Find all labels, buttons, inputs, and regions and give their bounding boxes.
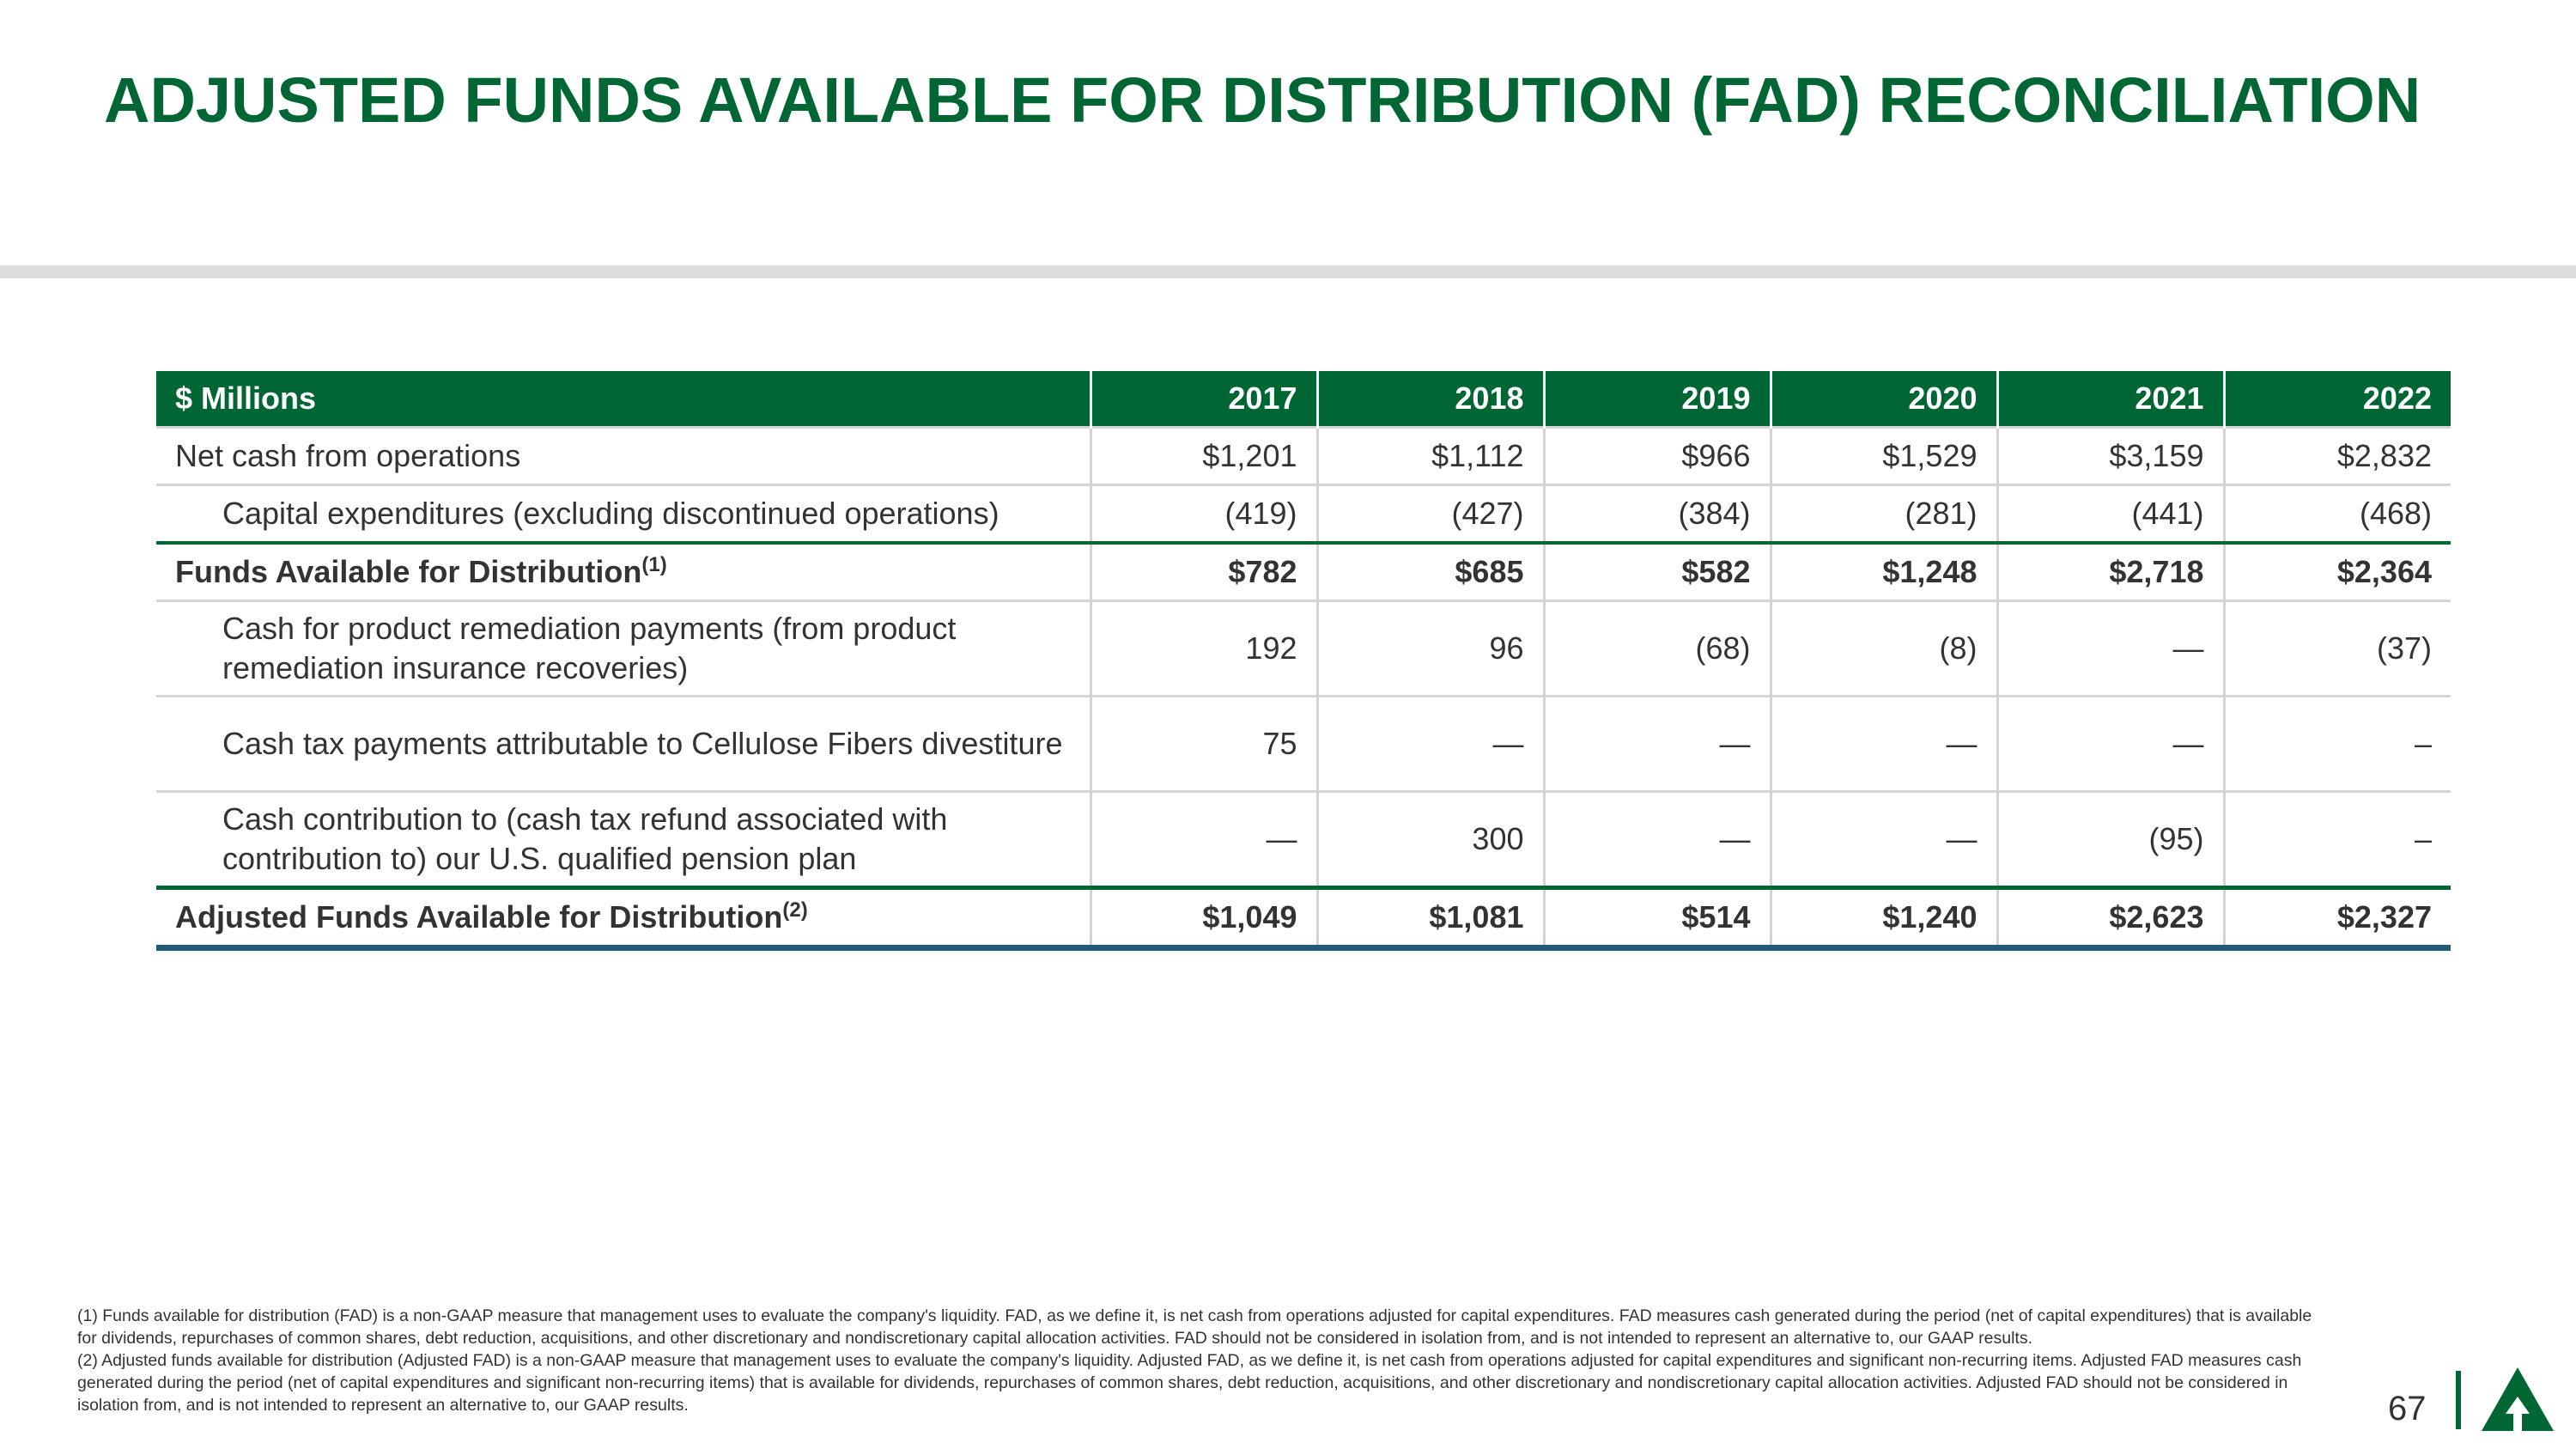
cell-value: (8) (1771, 601, 1997, 697)
reconciliation-table-container (156, 371, 2432, 951)
year-header: 2022 (2224, 371, 2451, 428)
year-header: 2017 (1091, 371, 1317, 428)
row-label (156, 888, 1091, 948)
footnotes (77, 1305, 2327, 1416)
year-header: 2021 (1997, 371, 2224, 428)
table-row-remediation (156, 601, 2451, 697)
cell-value: $1,248 (1771, 543, 1997, 601)
cell-value: $1,049 (1091, 888, 1317, 948)
cell-value: $1,081 (1317, 888, 1544, 948)
cell-value: — (1771, 792, 1997, 888)
row-label: Net cash from operations (156, 428, 1091, 485)
year-header: 2019 (1544, 371, 1771, 428)
table-row-fad (156, 543, 2451, 601)
row-label: Capital expenditures (excluding discontinued operations) (156, 485, 1091, 544)
cell-value: — (1317, 697, 1544, 792)
unit-header: $ Millions (156, 371, 1091, 428)
row-label (156, 543, 1091, 601)
tree-triangle-logo-icon (2480, 1366, 2555, 1433)
cell-value: $2,327 (2224, 888, 2451, 948)
cell-value: 192 (1091, 601, 1317, 697)
cell-value: $966 (1544, 428, 1771, 485)
table-row-pension (156, 792, 2451, 888)
table-header-row (156, 371, 2451, 428)
cell-value: (68) (1544, 601, 1771, 697)
table-row-capex (156, 485, 2451, 544)
row-label-text: Adjusted Funds Available for Distribution (175, 899, 783, 935)
cell-value: $1,201 (1091, 428, 1317, 485)
cell-value: — (1771, 697, 1997, 792)
row-label-text: Funds Available for Distribution (175, 554, 642, 589)
cell-value: (468) (2224, 485, 2451, 544)
footnote-2: (2) Adjusted funds available for distribution (Adjusted FAD) is a non-GAAP measure that management uses to evaluate the company's liquidity. Adjusted FAD, as we define it, is net cash from operations adjusted for capital expenditures and significant non-recurring items. Adjusted FAD measures cash generated during the period (net of capital expenditures and significant non-recurring items) that is available for dividends, repurchases of common shares, debt reduction, acquisitions, and other discretionary and nondiscretionary capital allocation activities. Adjusted FAD should not be considered in isolation from, and is not intended to represent an alternative to, our GAAP results. (77, 1351, 2302, 1415)
cell-value: 300 (1317, 792, 1544, 888)
row-label: Cash tax payments attributable to Cellulose Fibers divestiture (156, 697, 1091, 792)
cell-value: (419) (1091, 485, 1317, 544)
cell-value: $1,529 (1771, 428, 1997, 485)
cell-value: (441) (1997, 485, 2224, 544)
cell-value: — (1997, 697, 2224, 792)
cell-value: (281) (1771, 485, 1997, 544)
page-title: ADJUSTED FUNDS AVAILABLE FOR DISTRIBUTION (FAD) RECONCILIATION (104, 64, 2421, 136)
reconciliation-table (156, 371, 2451, 951)
cell-value: 96 (1317, 601, 1544, 697)
cell-value: $2,832 (2224, 428, 2451, 485)
cell-value: $782 (1091, 543, 1317, 601)
cell-value: (95) (1997, 792, 2224, 888)
cell-value: — (1997, 601, 2224, 697)
cell-value: – (2224, 792, 2451, 888)
cell-value: – (2224, 697, 2451, 792)
table-row-net-cash (156, 428, 2451, 485)
header-divider-band (0, 265, 2576, 278)
logo-divider (2456, 1371, 2461, 1429)
table-row-adjusted-fad (156, 888, 2451, 948)
cell-value: — (1091, 792, 1317, 888)
footnote-ref: (2) (782, 898, 808, 922)
cell-value: $2,623 (1997, 888, 2224, 948)
cell-value: $2,718 (1997, 543, 2224, 601)
cell-value: — (1544, 792, 1771, 888)
page-number: 67 (2388, 1390, 2427, 1428)
cell-value: $1,240 (1771, 888, 1997, 948)
footnote-ref: (1) (641, 553, 667, 576)
cell-value: $1,112 (1317, 428, 1544, 485)
footnote-1: (1) Funds available for distribution (FAD) is a non-GAAP measure that management uses to evaluate the company's liquidity. FAD, as we define it, is net cash from operations adjusted for capital expenditures. FAD measures cash generated during the period (net of capital expenditures) that is available for dividends, repurchases of common shares, debt reduction, acquisitions, and other discretionary and nondiscretionary capital allocation activities. FAD should not be considered in isolation from, and is not intended to represent an alternative to, our GAAP results. (77, 1306, 2312, 1348)
cell-value: (427) (1317, 485, 1544, 544)
year-header: 2018 (1317, 371, 1544, 428)
cell-value: (37) (2224, 601, 2451, 697)
cell-value: $685 (1317, 543, 1544, 601)
cell-value: $2,364 (2224, 543, 2451, 601)
cell-value: (384) (1544, 485, 1771, 544)
cell-value: $3,159 (1997, 428, 2224, 485)
table-row-cash-tax (156, 697, 2451, 792)
cell-value: 75 (1091, 697, 1317, 792)
year-header: 2020 (1771, 371, 1997, 428)
cell-value: $582 (1544, 543, 1771, 601)
cell-value: — (1544, 697, 1771, 792)
row-label: Cash contribution to (cash tax refund associated with contribution to) our U.S. qualified pension plan (156, 792, 1091, 888)
cell-value: $514 (1544, 888, 1771, 948)
row-label: Cash for product remediation payments (from product remediation insurance recoveries) (156, 601, 1091, 697)
